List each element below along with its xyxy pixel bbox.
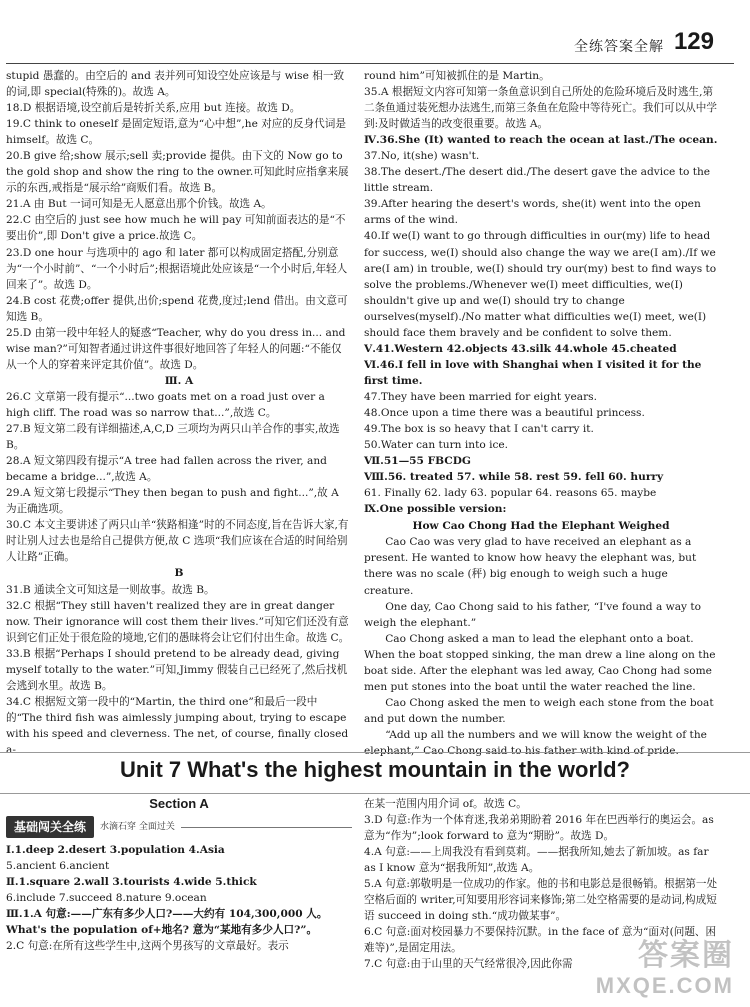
answer-line: 48.Once upon a time there was a beautiful princess. [364, 406, 645, 419]
answer-line: 47.They have been married for eight years. [364, 390, 597, 403]
answer-line: 18.D 根据语境,设空前后是转折关系,应用 but 连接。故选 D。 [6, 102, 301, 115]
answer-line: 2.C 句意:在所有这些学生中,这两个男孩写的文章最好。表示 [6, 940, 289, 953]
watermark-logo-text: 答案圈 [638, 939, 734, 972]
section-heading: Section A [149, 796, 209, 811]
answer-line: 25.D 由第一段中年轻人的疑惑“Teacher, why do you dress in... and wise man?”可知智者通过讲这件事很好地回答了年轻人的问题:“不能仅从一个人的穿着来评定其价值”。故选 D。 [6, 326, 346, 371]
answer-line: 39.After hearing the desert's words, she(it) went into the open arms of the wind. [364, 198, 701, 227]
answer-line: 5.ancient 6.ancient [6, 860, 110, 873]
banner-tag: 水滴石穿 全面过关 [100, 822, 175, 833]
answer-line: 26.C 文章第一段有提示“...two goats met on a road just over a high cliff. The road was so narrow that...”,故选 C。 [6, 390, 325, 419]
answer-line: 6.include 7.succeed 8.nature 9.ocean [6, 892, 207, 905]
answer-line: 37.No, it(she) wasn't. [364, 150, 480, 163]
answer-line: 38.The desert./The desert did./The desert gave the advice to the little stream. [364, 166, 711, 195]
unit-title: Unit 7 What's the highest mountain in the world? [120, 757, 630, 782]
answer-line: 35.A 根据短文内容可知第一条鱼意识到自己所处的危险环境后及时逃生,第二条鱼通过装死想办法逃生,而第三条鱼在危险中等待死亡。我们可以从中学到:及时做适当的改变很重要。故选 A。 [364, 86, 717, 131]
answer-line: 30.C 本文主要讲述了两只山羊“狭路相逢”时的不同态度,旨在告诉大家,有时让别人过去也是给自己提供方便,故 C 选项“我们应该在合适的时间给别人让路”正确。 [6, 519, 349, 564]
answer-line: Ⅸ.One possible version: [364, 503, 507, 516]
watermark-url: MXQE.COM [595, 973, 734, 998]
practice-banner [6, 816, 352, 838]
answer-line: Ⅴ.41.Western 42.objects 43.silk 44.whole 45.cheated [364, 342, 677, 355]
answer-line: 49.The box is so heavy that I can't carry it. [364, 423, 594, 436]
unit-title-band [0, 752, 750, 794]
answer-line: Ⅳ.36.She (It) wanted to reach the ocean at last./The ocean. [364, 134, 718, 147]
answer-line: Ⅱ.1.square 2.wall 3.tourists 4.wide 5.thick [6, 876, 257, 889]
answer-line: 32.C 根据“They still haven't realized they are in great danger now. Their ignorance will cost them their lives.”可知它们还没有意识到它们正处于很危险的境地,它们的愚昧将会让它们付出生命。故选 C。 [6, 599, 350, 644]
answer-line: 61. Finally 62. lady 63. popular 64. reasons 65. maybe [364, 487, 657, 500]
answer-line: Ⅷ.56. treated 57. while 58. rest 59. fell 60. hurry [364, 471, 664, 484]
banner-rule [181, 827, 352, 828]
answer-line: “Add up all the numbers and we will know the weight of the elephant,” Cao Chong said to his father with kind of pride. [364, 728, 707, 757]
answer-line: 7.C 句意:由于山里的天气经常很冷,因此你需 [364, 958, 573, 971]
answer-line: 21.A 由 But 一词可知是无人愿意出那个价钱。故选 A。 [6, 198, 272, 211]
answer-column-left [6, 68, 352, 758]
answer-line: Ⅰ.1.deep 2.desert 3.population 4.Asia [6, 844, 225, 857]
header-rule [6, 63, 734, 64]
answer-line: 20.B give 给;show 展示;sell 卖;provide 提供。由下文的 Now go to the gold shop and show the ring to the owner.可知此时应指拿来展示的东西,戒指是“展示给”商贩们看。故选 B。 [6, 150, 349, 195]
answer-line: How Cao Chong Had the Elephant Weighed [412, 520, 670, 533]
answer-line: One day, Cao Chong said to his father, “I've found a way to weigh the elephant.” [364, 600, 701, 629]
answer-line: 31.B 通读全文可知这是一则故事。故选 B。 [6, 583, 215, 596]
bottom-left-answers [6, 842, 352, 954]
answer-line: Ⅲ.1.A 句意:——广东有多少人口?——大约有 104,300,000 人。What's the population of+地名? 意为“某地有多少人口?”。 [6, 908, 328, 937]
answer-line: Ⅵ.46.I fell in love with Shanghai when I visited it for the first time. [364, 358, 702, 387]
answer-line: 40.If we(I) want to go through difficulties in our(my) life to head for success, we(I) should also change the way we are(I am)./If we are(I am) in trouble, we(I) should try our(my) best to find ways to solve the problems./Whenever we(I) meet difficulties, we(I) shouldn't give up and we(I) should try to change ourselves(myself)./No matter what difficulties we(I) meet, we(I) should face them bravely and be confident to solve them. [364, 230, 717, 339]
answer-line: 34.C 根据短文第一段中的“Martin, the third one”和最后一段中的“The third fish was aimlessly jumping about, trying to escape with his speed and cleverness. The net, of course, finally closed a- [6, 695, 349, 756]
answer-line: round him”可知被抓住的是 Martin。 [364, 70, 550, 82]
banner-label: 基础闯关全练 [6, 816, 94, 838]
page-number: 129 [673, 28, 714, 55]
answer-line: 29.A 短文第七段提示“They then began to push and fight...”,故 A 为正确选项。 [6, 487, 339, 516]
answer-line: 6.C 句意:面对校园暴力不要保持沉默。in the face of 意为“面对(问题、困难等)”,是固定用法。 [364, 926, 717, 955]
answer-line: 27.B 短文第二段有详细描述,A,C,D 三项均为两只山羊合作的事实,故选 B。 [6, 423, 340, 452]
answer-line: Ⅶ.51—55 FBCDG [364, 455, 471, 468]
answer-column-right [364, 68, 718, 759]
answer-line: 33.B 根据“Perhaps I should pretend to be already dead, giving myself totally to the water.”可知,Jimmy 假装自己已经死了,然后找机会逃到水里。故选 B。 [6, 647, 348, 692]
answer-line: Cao Cao was very glad to have received an elephant as a present. He wanted to know how heavy the elephant was, but there was no scale (秤) big enough to weigh such a huge creature. [364, 536, 697, 597]
answer-line: Cao Chong asked a man to lead the elephant onto a boat. When the boat stopped sinking, the man drew a line along on the boat side. After the elephant was led away, Cao Chong had some men put stones into the boat until the water reached the line. [364, 632, 716, 693]
answer-line: 3.D 句意:作为一个体育迷,我弟弟期盼着 2016 年在巴西举行的奥运会。as 意为“作为”;look forward to 意为“期盼”。故选 D。 [364, 814, 714, 843]
answer-line: Ⅲ. A [164, 374, 194, 387]
answer-line: 19.C think to oneself 是固定短语,意为“心中想”,he 对应的反身代词是 himself。故选 C。 [6, 118, 346, 147]
answer-line: Cao Chong asked the men to weigh each stone from the boat and put down the number. [364, 696, 714, 725]
answer-line: 4.A 句意:——上周我没有看到莫莉。——据我所知,她去了新加坡。as far as I know 意为“据我所知”,故选 A。 [364, 846, 709, 875]
answer-line: 23.D one hour 与选项中的 ago 和 later 都可以构成固定搭配,分别意为“一个小时前”、“一个小时后”;根据语境此处应该是“一个小时后,年轻人回来了”。故选 D。 [6, 246, 348, 291]
header-title: 全练答案全解 [573, 39, 664, 55]
answer-line: 22.C 由空后的 just see how much he will pay 可知前面表达的是“不要出价”,即 Don't give a price.故选 C。 [6, 214, 346, 243]
answer-line: B [174, 567, 184, 580]
page-header [574, 28, 714, 56]
unit-answers-left [6, 796, 352, 954]
answer-line: 28.A 短文第四段有提示“A tree had fallen across the river, and became a bridge...”,故选 A。 [6, 455, 327, 484]
answer-line: 24.B cost 花费;offer 提供,出价;spend 花费,度过;lend 借出。由文意可知选 B。 [6, 294, 348, 323]
answer-line: 50.Water can turn into ice. [364, 439, 509, 452]
answer-line: stupid 愚蠢的。由空后的 and 表并列可知设空处应该是与 wise 相一致的词,即 special(特殊的)。故选 A。 [6, 70, 345, 99]
site-watermark [596, 941, 734, 1001]
answer-line: 在某一范围内用介词 of。故选 C。 [364, 798, 527, 810]
answer-line: 5.A 句意:郭敬明是一位成功的作家。他的书和电影总是很畅销。根据第一处空格后面的 writer,可知要用形容词来修饰;第二处空格需要的是动词,构成短语 succeed in doing sth.“成功做某事”。 [364, 878, 718, 923]
